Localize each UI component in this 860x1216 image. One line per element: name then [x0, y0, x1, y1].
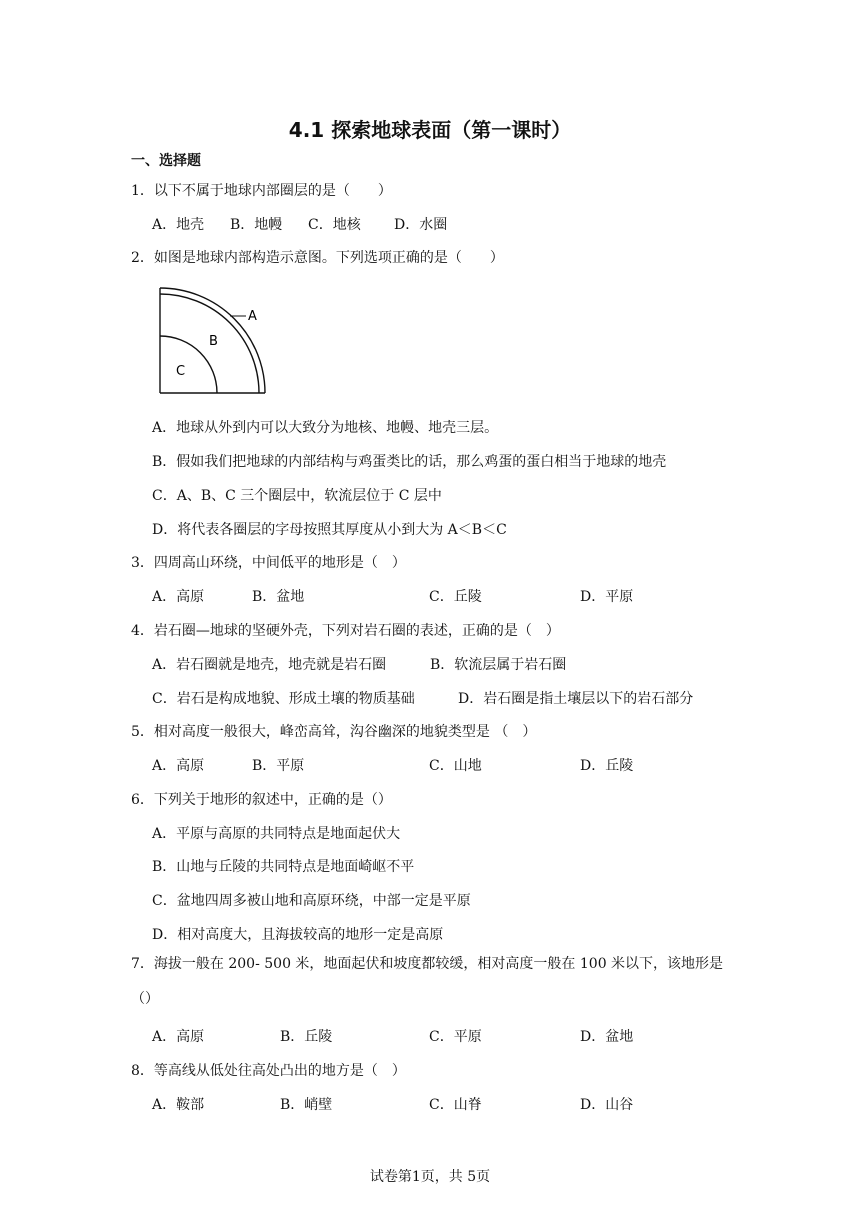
option-c: C．平原 [429, 1029, 482, 1045]
option-b: B．软流层属于岩石圈 [430, 657, 567, 673]
option-b: B．峭壁 [280, 1097, 333, 1113]
question-6: 6．下列关于地形的叙述中，正确的是（） [131, 792, 392, 808]
option-d: D．平原 [580, 589, 634, 605]
option-a: A．高原 [152, 758, 205, 774]
question-2: 2．如图是地球内部构造示意图。下列选项正确的是（ ） [131, 250, 504, 266]
question-3-options [152, 586, 633, 606]
option-a: A．鞍部 [152, 1097, 205, 1113]
option-a: A．高原 [152, 1029, 205, 1045]
earth-structure-diagram [152, 283, 282, 398]
option-c: C．岩石是构成地貌、形成土壤的物质基础 [152, 691, 415, 707]
option-c: C．丘陵 [429, 589, 482, 605]
question-5: 5．相对高度一般很大，峰峦高耸，沟谷幽深的地貌类型是 （ ） [131, 724, 537, 740]
option-b: B．平原 [252, 758, 305, 774]
option-b: B．丘陵 [280, 1029, 333, 1045]
option-d: D．盆地 [580, 1029, 634, 1045]
section-heading: 一、选择题 [131, 153, 201, 169]
option-d: D．山谷 [580, 1097, 634, 1113]
option-c: C．地核 [308, 217, 361, 233]
option-a: A．地壳 [152, 217, 205, 233]
option-a: A．高原 [152, 589, 205, 605]
question-2-option-a: A．地球从外到内可以大致分为地核、地幔、地壳三层。 [152, 420, 499, 436]
option-d: D．水圈 [394, 217, 448, 233]
page-title: 4.1 探索地球表面（第一课时） [288, 118, 572, 142]
option-d: D．丘陵 [580, 758, 634, 774]
question-7-options [152, 1026, 633, 1046]
question-7: 7．海拔一般在 200- 500 米，地面起伏和坡度都较缓，相对高度一般在 100 米以下，该地形是（） [131, 956, 724, 1007]
option-c: C．山脊 [429, 1097, 482, 1113]
option-a: A．岩石圈就是地壳，地壳就是岩石圈 [152, 657, 387, 673]
question-2-option-d: D．将代表各圈层的字母按照其厚度从小到大为 A＜B＜C [152, 522, 507, 538]
question-2-option-c: C．A、B、C 三个圈层中，软流层位于 C 层中 [152, 488, 442, 504]
option-b: B．盆地 [252, 589, 305, 605]
question-6-option-b: B．山地与丘陵的共同特点是地面崎岖不平 [152, 859, 415, 875]
question-1-options [152, 214, 447, 234]
question-8: 8．等高线从低处往高处凸出的地方是（ ） [131, 1063, 406, 1079]
question-4: 4．岩石圈—地球的坚硬外壳，下列对岩石圈的表述，正确的是（ ） [131, 623, 560, 639]
option-c: C．山地 [429, 758, 482, 774]
question-3: 3．四周高山环绕，中间低平的地形是（ ） [131, 555, 406, 571]
question-2-option-b: B．假如我们把地球的内部结构与鸡蛋类比的话，那么鸡蛋的蛋白相当于地球的地壳 [152, 454, 667, 470]
question-5-options [152, 755, 633, 775]
question-4-options-row1 [152, 654, 566, 674]
question-6-option-c: C．盆地四周多被山地和高原环绕，中部一定是平原 [152, 893, 471, 909]
label-c: C [176, 364, 186, 379]
question-8-options [152, 1094, 633, 1114]
label-a: A [248, 309, 257, 324]
question-6-option-a: A．平原与高原的共同特点是地面起伏大 [152, 826, 401, 842]
option-d: D．岩石圈是指土壤层以下的岩石部分 [458, 691, 694, 707]
question-4-options-row2 [152, 688, 693, 708]
question-6-option-d: D．相对高度大，且海拔较高的地形一定是高原 [152, 927, 444, 943]
label-b: B [209, 334, 218, 349]
option-b: B．地幔 [230, 217, 283, 233]
page-footer: 试卷第1页，共 5页 [369, 1169, 491, 1185]
question-1: 1．以下不属于地球内部圈层的是（ ） [131, 183, 392, 199]
